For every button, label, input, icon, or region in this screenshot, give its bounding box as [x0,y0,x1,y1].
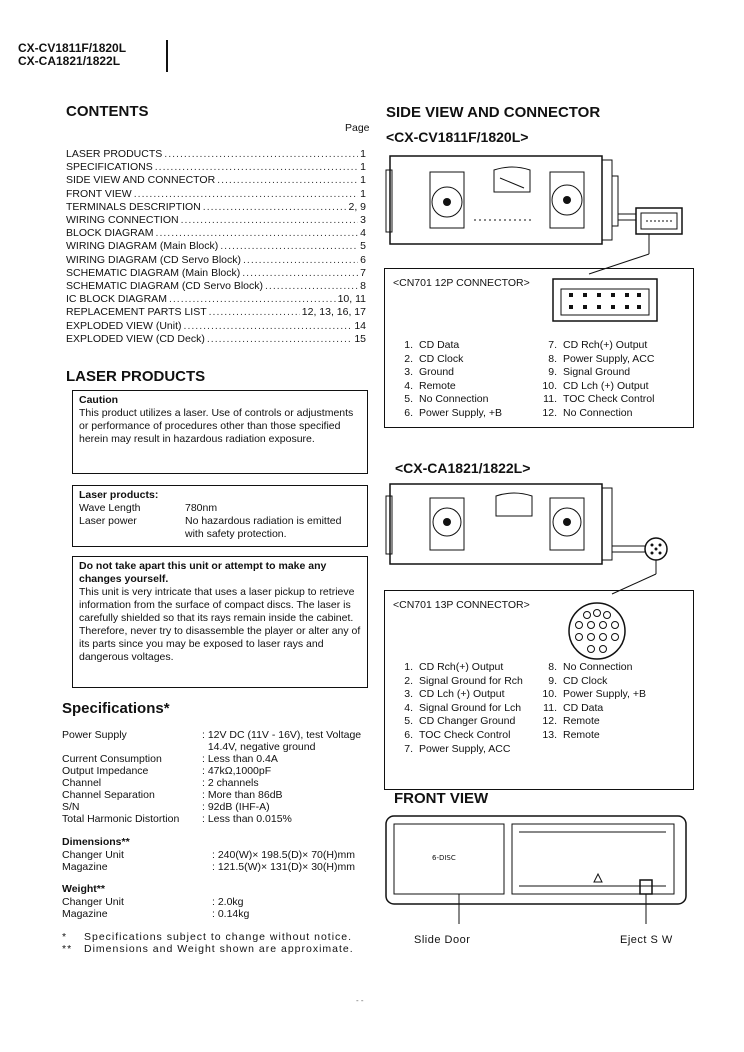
contents-item-leader [243,254,358,267]
connector-pin [389,702,549,716]
footnote-1 [62,931,372,943]
spec-label [62,741,202,753]
spec-row [62,729,382,741]
spec-value: 14.4V, negative ground [202,741,316,753]
specifications-table [62,729,382,825]
front-logo-text: 6-DISC [432,854,456,862]
connector-pin-number: 5. [404,393,413,406]
connector-pin-label: Signal Ground for Lch [419,701,522,714]
spec-label: S/N [62,801,80,813]
connector-pin-number: 1. [404,661,413,673]
contents-item-title: LASER PRODUCTS [66,148,163,160]
dimensions-table [62,849,382,873]
contents-item-title: TERMINALS DESCRIPTION [66,200,201,213]
connector-pin-number: 10. [542,688,557,701]
wavelength-value: 780nm [185,502,218,514]
contents-item-leader [203,201,347,214]
connector-pin [533,675,693,689]
wavelength-label: Wave Length [79,502,141,514]
connector-pin [533,688,693,702]
page-footer-marks: - - [356,996,364,1005]
spec-label: Changer Unit [62,849,124,861]
side-view-drawing-1 [384,150,714,270]
connector-pin [389,339,539,353]
connector-pin-number: 3. [404,688,413,701]
contents-item-title: IC BLOCK DIAGRAM [66,293,167,306]
contents-item-page: 14 [354,319,366,332]
contents-item-leader [265,280,358,293]
connector-pin [533,729,693,743]
warning-box [72,556,368,688]
contents-item [66,161,366,174]
contents-item-leader [134,188,358,201]
connector-pin [389,661,549,675]
contents-item-page: 4 [360,227,366,240]
connector-pin-label: Power Supply, ACC [563,352,655,365]
front-view-drawing [384,814,704,914]
connector-12p-pins-right [533,339,693,421]
laser-power-value: No hazardous radiation is emitted with safety protection. [185,515,342,540]
spec-label: Output Impedance [62,765,149,777]
contents-item-title: EXPLODED VIEW (Unit) [66,319,182,332]
spec-row [62,777,382,789]
laser-products-box [72,485,368,547]
contents-item-page: 1 [360,187,366,200]
model-number-1: CX-CV1811F/1820L [18,41,127,55]
spec-row [62,765,382,777]
contents-item-page: 6 [360,253,366,266]
connector-13p-pins-left [389,661,549,756]
footnote-2 [62,943,372,955]
contents-item [66,227,366,240]
contents-item-leader [184,320,353,333]
contents-item-leader [181,214,359,227]
contents-item-leader [209,306,300,319]
footnote-2-text: Dimensions and Weight shown are approximate. [84,943,354,955]
laser-products-title: LASER PRODUCTS [66,368,206,385]
contents-title: CONTENTS [66,103,149,120]
connector-pin-label: Ground [419,366,455,379]
contents-item-leader [207,333,352,346]
spec-label: Channel [62,777,102,789]
connector-pin [389,743,549,757]
spec-label: Current Consumption [62,753,162,765]
connector-pin [389,688,549,702]
spec-label: Power Supply [62,729,127,741]
connector-pin-number: 8. [548,352,557,365]
contents-item-page: 12, 13, 16, 17 [301,306,366,319]
contents-item-leader [217,174,358,187]
contents-item-page: 1 [360,148,366,160]
spec-label: Total Harmonic Distortion [62,813,180,825]
connector-pin-number: 13. [542,728,557,741]
contents-item-leader [156,227,359,240]
eject-switch-label: Eject S W [620,934,673,946]
contents-item-page: 5 [360,240,366,253]
spec-label: Changer Unit [62,896,124,908]
connector-pin-label: Signal Ground for Rch [419,674,523,687]
connector-pin-number: 12. [542,406,557,419]
connector-pin-number: 4. [404,379,413,392]
connector-13p-title: <CN701 13P CONNECTOR> [393,599,530,611]
contents-item-title: REPLACEMENT PARTS LIST [66,306,207,319]
spec-row [62,801,382,813]
connector-pin [533,393,693,407]
spec-value: : 2.0kg [212,896,244,908]
contents-item-leader [242,267,358,280]
connector-pin [533,702,693,716]
contents-item-title: FRONT VIEW [66,187,132,200]
spec-value: : 92dB (IHF-A) [202,801,270,813]
contents-item [66,254,366,267]
spec-value: : 121.5(W)× 131(D)× 30(H)mm [212,861,355,873]
connector-pin [389,380,539,394]
connector-pin-label: CD Rch(+) Output [563,339,648,351]
connector-pin-label: Signal Ground [563,366,631,379]
spec-row [62,741,382,753]
caution-text: This product utilizes a laser. Use of controls or adjustments or performance of procedures other than those specified herein may result in hazardous radiation exposure. [79,407,354,445]
connector-pin-label: CD Lch (+) Output [419,688,505,701]
connector-pin-number: 8. [548,661,557,673]
connector-pin-label: Power Supply, +B [419,406,502,419]
connector-pin [533,366,693,380]
connector-12p-pins-left [389,339,539,421]
side-view-model-2: <CX-CA1821/1822L> [395,460,531,476]
spec-row [62,908,382,920]
spec-value: : 240(W)× 198.5(D)× 70(H)mm [212,849,355,861]
connector-pin-number: 5. [404,715,413,728]
connector-pin [389,353,539,367]
contents-item-leader [220,240,358,253]
contents-item-title: WIRING DIAGRAM (CD Servo Block) [66,253,242,266]
spec-value: : 0.14kg [212,908,250,920]
connector-pin-number: 9. [548,366,557,379]
weight-title: Weight** [62,883,105,895]
connector-13p-pins-right [533,661,693,743]
contents-item [66,293,366,306]
header-rule [166,40,168,72]
connector-pin [389,729,549,743]
contents-item-page: 7 [360,266,366,279]
connector-pin-label: No Connection [419,393,489,406]
connector-pin [389,715,549,729]
connector-pin [533,339,693,353]
spec-row [62,813,382,825]
spec-row [62,861,382,873]
connector-pin-number: 12. [542,715,557,728]
connector-pin-label: CD Changer Ground [419,715,516,728]
spec-value: : Less than 0.4A [202,753,278,765]
caution-title: Caution [79,394,119,406]
spec-row [62,753,382,765]
contents-page-label: Page [345,122,370,134]
connector-pin [533,380,693,394]
contents-item [66,306,366,319]
side-view-drawing-2 [384,478,714,598]
connector-pin-number: 1. [404,339,413,351]
spec-value: : 2 channels [202,777,259,789]
caution-box [72,390,368,474]
contents-item-title: SPECIFICATIONS [66,161,153,174]
front-view-title: FRONT VIEW [394,790,489,807]
spec-value: : More than 86dB [202,789,283,801]
contents-item-page: 3 [360,214,366,227]
contents-item-title: WIRING DIAGRAM (Main Block) [66,240,219,253]
contents-item-title: EXPLODED VIEW (CD Deck) [66,332,205,345]
connector-pin-label: CD Clock [563,674,608,687]
connector-pin [389,407,539,421]
connector-pin-label: Power Supply, ACC [419,742,511,755]
connector-pin-number: 6. [404,406,413,419]
contents-item-page: 10, 11 [337,293,366,306]
warning-title: Do not take apart this unit or attempt to make any changes yourself. [79,560,327,585]
connector-pin [533,353,693,367]
contents-item-page: 1 [360,174,366,187]
connector-pin [389,675,549,689]
side-view-title: SIDE VIEW AND CONNECTOR [386,104,601,121]
connector-pin-label: TOC Check Control [563,393,655,406]
contents-item-page: 1 [360,161,366,174]
connector-pin [389,366,539,380]
connector-pin [533,407,693,421]
connector-pin-number: 2. [404,674,413,687]
spec-label: Channel Separation [62,789,155,801]
contents-item [66,320,366,333]
connector-pin-label: Remote [563,715,600,728]
spec-row [62,896,382,908]
contents-item-page: 2, 9 [348,200,366,213]
side-view-model-1: <CX-CV1811F/1820L> [386,129,529,145]
spec-value: : Less than 0.015% [202,813,292,825]
connector-pin-number: 2. [404,352,413,365]
contents-item [66,201,366,214]
contents-item [66,214,366,227]
connector-pin-number: 10. [542,379,557,392]
connector-13p-icon [557,601,637,661]
model-number-2: CX-CA1821/1822L [18,54,121,68]
contents-item-title: WIRING CONNECTION [66,214,179,227]
contents-item [66,174,366,187]
connector-pin-label: TOC Check Control [419,728,511,741]
contents-item [66,188,366,201]
connector-pin-label: CD Rch(+) Output [419,661,504,673]
spec-value: : 12V DC (11V - 16V), test Voltage [202,729,362,741]
laser-power-label: Laser power [79,515,137,527]
contents-item-title: SCHEMATIC DIAGRAM (Main Block) [66,266,241,279]
footnote-1-mark: * [62,931,68,943]
contents-item-page: 8 [360,280,366,293]
connector-pin-label: CD Lch (+) Output [563,379,649,392]
connector-pin-number: 9. [548,674,557,687]
warning-text: This unit is very intricate that uses a laser pickup to retrieve information from the surface of compact discs. The laser is carefully shielded so that its rays remain inside the cabinet. Therefore, never try to disassemble the player or alter any of its parts since you may be exposed to laser rays and dangerous voltages. [79,586,361,663]
contents-list [66,148,366,346]
footnote-2-mark: ** [62,943,73,955]
connector-pin [533,715,693,729]
slide-door-label: Slide Door [414,934,471,946]
contents-item-leader [155,161,358,174]
connector-pin-number: 4. [404,701,413,714]
contents-item-title: SIDE VIEW AND CONNECTOR [66,174,216,187]
weight-table [62,896,382,920]
connector-pin [389,393,539,407]
specifications-title: Specifications* [62,700,170,717]
contents-item-leader [169,293,336,306]
connector-pin-number: 7. [404,742,413,755]
connector-pin-number: 11. [543,393,557,406]
dimensions-title: Dimensions** [62,836,130,848]
connector-pin-number: 11. [543,701,557,714]
contents-item [66,240,366,253]
connector-pin-number: 7. [548,339,557,351]
connector-pin-label: Remote [419,379,456,392]
contents-item-page: 15 [354,332,366,345]
contents-item [66,280,366,293]
contents-item [66,148,366,161]
contents-item-title: BLOCK DIAGRAM [66,227,154,240]
contents-item-leader [164,148,358,161]
connector-pin-label: CD Clock [419,352,464,365]
connector-12p-icon [551,277,661,327]
connector-12p-box [384,268,694,428]
connector-pin-label: No Connection [563,406,633,419]
footnote-1-text: Specifications subject to change without notice. [84,931,353,943]
connector-pin [533,661,693,675]
connector-pin-label: CD Data [563,701,604,714]
connector-pin-label: Remote [563,728,600,741]
spec-label: Magazine [62,861,108,873]
connector-pin-number: 6. [404,728,413,741]
spec-row [62,789,382,801]
contents-item-title: SCHEMATIC DIAGRAM (CD Servo Block) [66,280,263,293]
spec-row [62,849,382,861]
contents-item [66,333,366,346]
contents-item [66,267,366,280]
connector-pin-label: No Connection [563,661,633,673]
connector-pin-number: 3. [404,366,413,379]
connector-pin-label: CD Data [419,339,460,351]
connector-pin-label: Power Supply, +B [563,688,646,701]
connector-12p-title: <CN701 12P CONNECTOR> [393,277,530,289]
connector-13p-box [384,590,694,790]
spec-value: : 47kΩ,1000pF [202,765,272,777]
laser-products-subtitle: Laser products: [79,489,159,501]
spec-label: Magazine [62,908,108,920]
